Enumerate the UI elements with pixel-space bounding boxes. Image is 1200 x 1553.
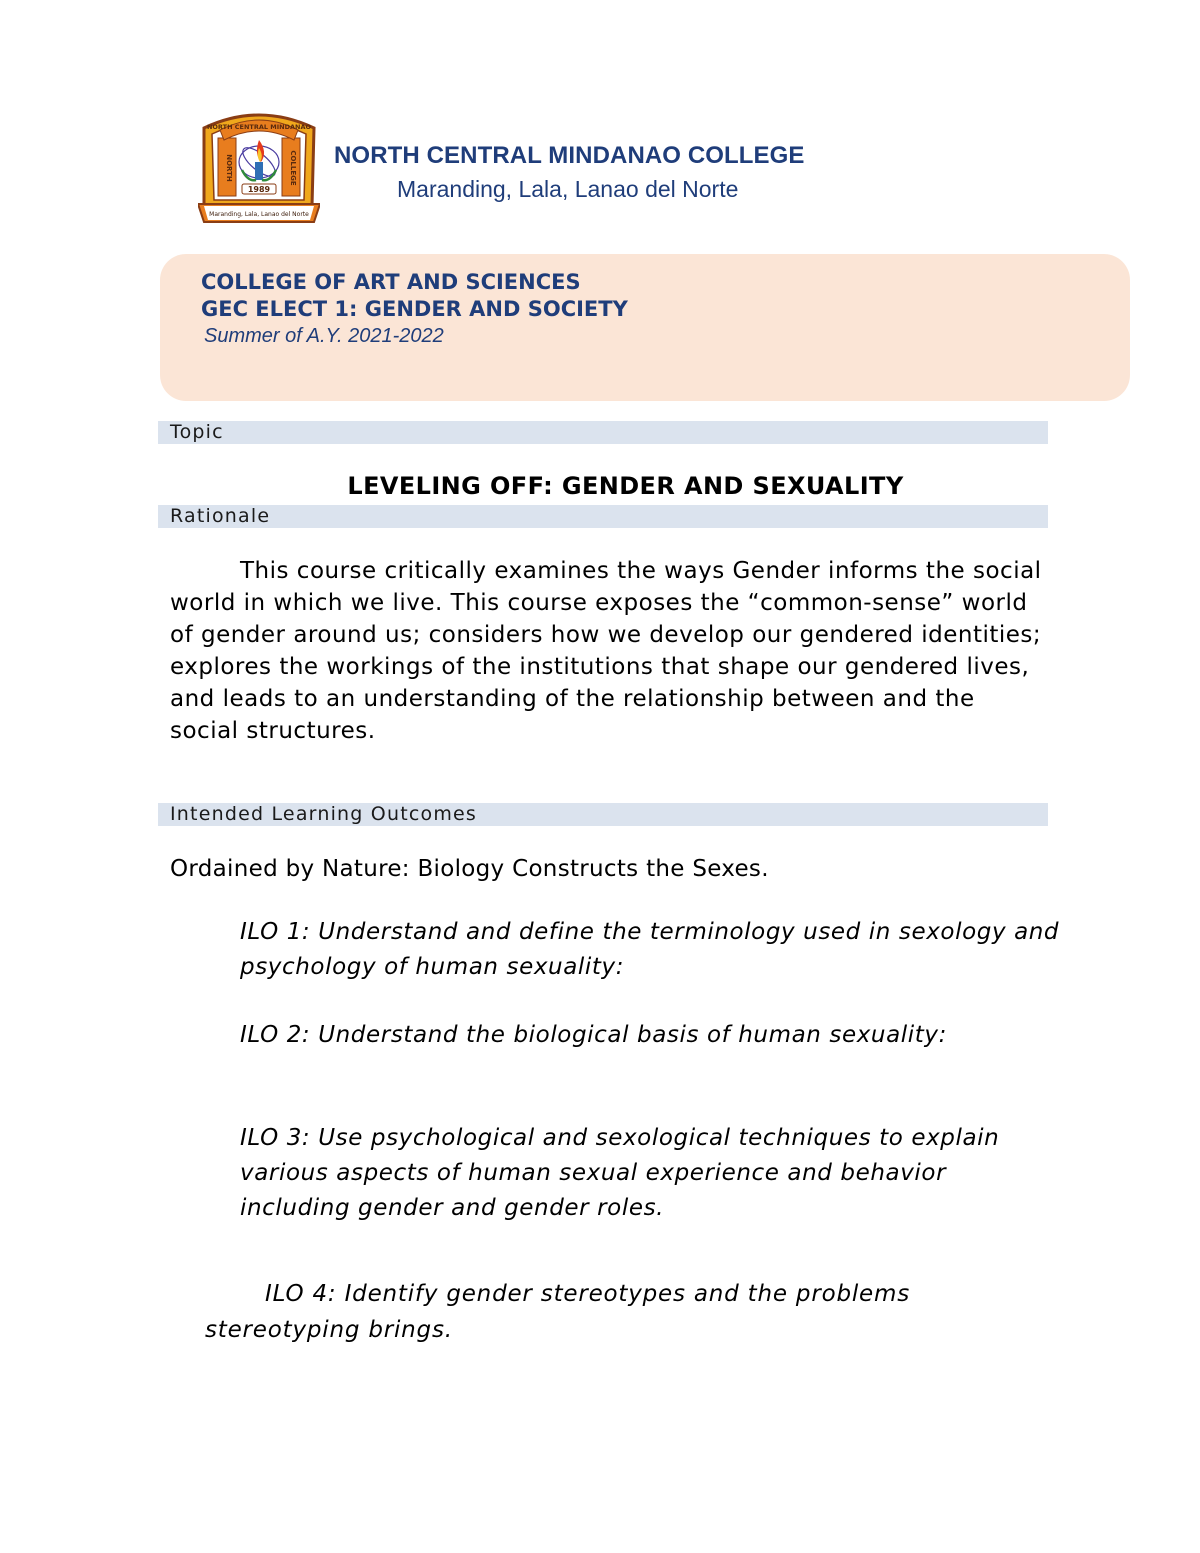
logo-arc-text: NORTH CENTRAL MINDANAO <box>206 123 312 131</box>
logo-ribbon-text: Maranding, Lala, Lanao del Norte <box>209 211 309 218</box>
logo-right-text: COLLEGE <box>289 150 297 186</box>
ilo-item-2: ILO 2: Understand the biological basis of human sexuality: <box>240 1022 947 1048</box>
department-name: COLLEGE OF ART AND SCIENCES <box>201 270 581 294</box>
ilo-item-4 <box>205 1276 1055 1348</box>
rationale-label: Rationale <box>170 505 271 527</box>
ilo-item-3: ILO 3: Use psychological and sexological techniques to explain various aspects of human sexual experience and behavior including gender and gender roles. <box>240 1125 1000 1221</box>
ilo-item-4-text: ILO 4: Identify gender stereotypes and the problems stereotyping brings. <box>205 1281 910 1343</box>
rationale-paragraph <box>170 555 1050 747</box>
logo-year: 1989 <box>247 185 271 194</box>
ilo-label: Intended Learning Outcomes <box>170 803 478 825</box>
logo-left-text: NORTH <box>225 154 233 182</box>
course-title: GEC ELECT 1: GENDER AND SOCIETY <box>201 297 628 321</box>
academic-term: Summer of A.Y. 2021-2022 <box>204 325 444 347</box>
ilo-item-1: ILO 1: Understand and define the terminology used in sexology and psychology of human sexuality: <box>240 919 1060 980</box>
ilo-heading: Ordained by Nature: Biology Constructs the Sexes. <box>170 856 769 882</box>
topic-title: LEVELING OFF: GENDER AND SEXUALITY <box>347 472 904 500</box>
rationale-text: This course critically examines the ways Gender informs the social world in which we live. This course exposes the “common-sense” world of gender around us; considers how we develop our gendered identities; explores the workings of the institutions that shape our gendered lives, and leads to an understanding of the relationship between and the social structures. <box>170 558 1042 744</box>
college-seal-logo <box>198 110 320 232</box>
college-address: Maranding, Lala, Lanao del Norte <box>397 176 739 202</box>
college-name: NORTH CENTRAL MINDANAO COLLEGE <box>334 142 805 169</box>
topic-label: Topic <box>170 421 224 443</box>
topic-band <box>158 421 1048 444</box>
rationale-band <box>158 505 1048 528</box>
